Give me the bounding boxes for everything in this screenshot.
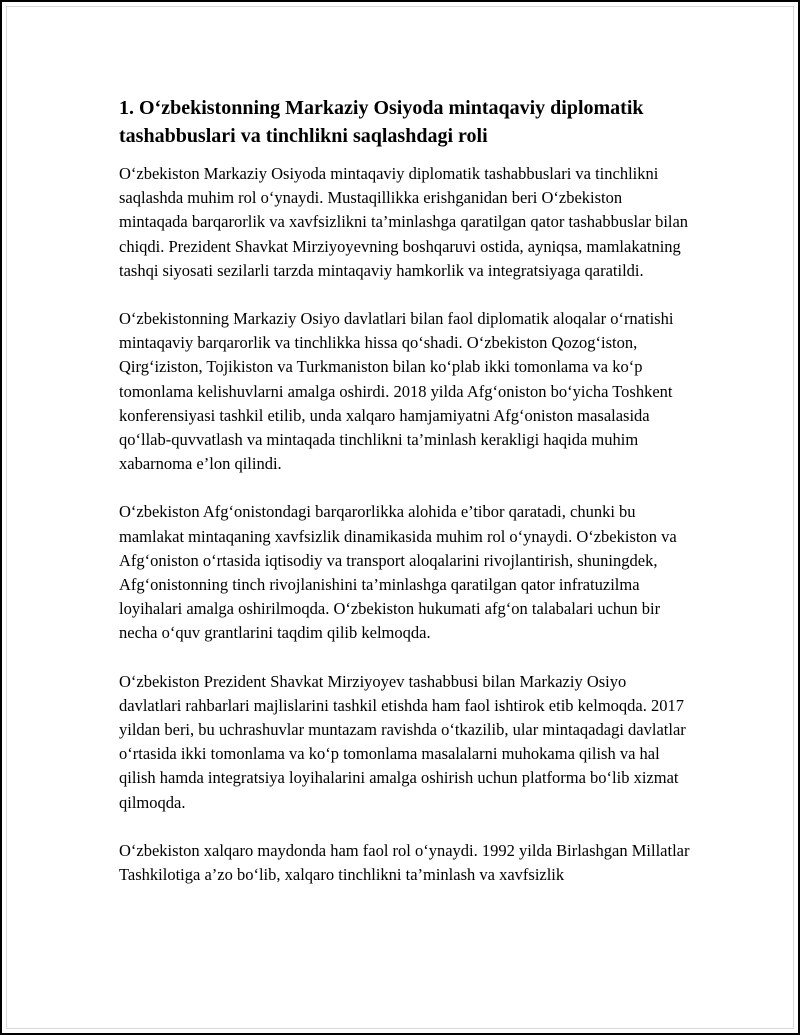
section-heading: 1. O‘zbekistonning Markaziy Osiyoda mintaqaviy diplomatik tashabbuslari va tinchlikni saqlashdagi roli [119, 97, 644, 147]
paragraph-4: O‘zbekiston Prezident Shavkat Mirziyoyev tashabbusi bilan Markaziy Osiyo davlatlari rahbarlari majlislarini tashkil etishda ham faol ishtirok etib kelmoqda. 2017 yildan beri, bu uchrashuvlar muntazam ravishda o‘tkazilib, ular mintaqadagi davlatlar o‘rtasida ikki tomonlama va ko‘p tomonlama masalalarni muhokama qilish va hal qilish hamda integratsiya loyihalarini amalga oshirish uchun platforma bo‘lib xizmat qilmoqda. [119, 671, 686, 812]
paragraph-3: O‘zbekiston Afg‘onistondagi barqarorlikka alohida e’tibor qaratadi, chunki bu mamlakat mintaqaning xavfsizlik dinamikasida muhim rol o‘ynaydi. O‘zbekiston va Afg‘oniston o‘rtasida iqtisodiy va transport aloqalarini rivojlantirish, shuningdek, Afg‘onistonning tinch rivojlanishini ta’minlashga qaratilgan qator infratuzilma loyihalari amalga oshirilmoqda. O‘zbekiston hukumati afg‘on talabalari uchun bir necha o‘quv grantlarini taqdim qilib kelmoqda. [119, 502, 677, 643]
paragraph-5: O‘zbekiston xalqaro maydonda ham faol rol o‘ynaydi. 1992 yilda Birlashgan Millatlar Tashkilotiga a’zo bo‘lib, xalqaro tinchlikni ta’minlash va xavfsizlik [119, 840, 690, 885]
paragraph-1: O‘zbekiston Markaziy Osiyoda mintaqaviy diplomatik tashabbuslari va tinchlikni saqlashda muhim rol o‘ynaydi. Mustaqillikka erishganidan beri O‘zbekiston mintaqada barqarorlik va xavfsizlikni ta’minlashga qaratilgan qator tashabbuslar bilan chiqdi. Prezident Shavkat Mirziyoyevning boshqaruvi ostida, ayniqsa, mamlakatning tashqi siyosati sezilarli tarzda mintaqaviy hamkorlik va integratsiyaga qaratildi. [119, 164, 689, 280]
paragraph-2: O‘zbekistonning Markaziy Osiyo davlatlari bilan faol diplomatik aloqalar o‘rnatishi mintaqaviy barqarorlik va tinchlikka hissa qo‘shadi. O‘zbekiston Qozog‘iston, Qirg‘iziston, Tojikiston va Turkmaniston bilan ko‘plab ikki tomonlama va ko‘p tomonlama kelishuvlarni amalga oshirdi. 2018 yilda Afg‘oniston bo‘yicha Toshkent konferensiyasi tashkil etilib, unda xalqaro hamjamiyatni Afg‘oniston masalasida qo‘llab-quvvatlash va mintaqada tinchlikni ta’minlash kerakligi haqida muhim xabarnoma e’lon qilindi. [119, 309, 674, 474]
document-content [119, 94, 691, 911]
